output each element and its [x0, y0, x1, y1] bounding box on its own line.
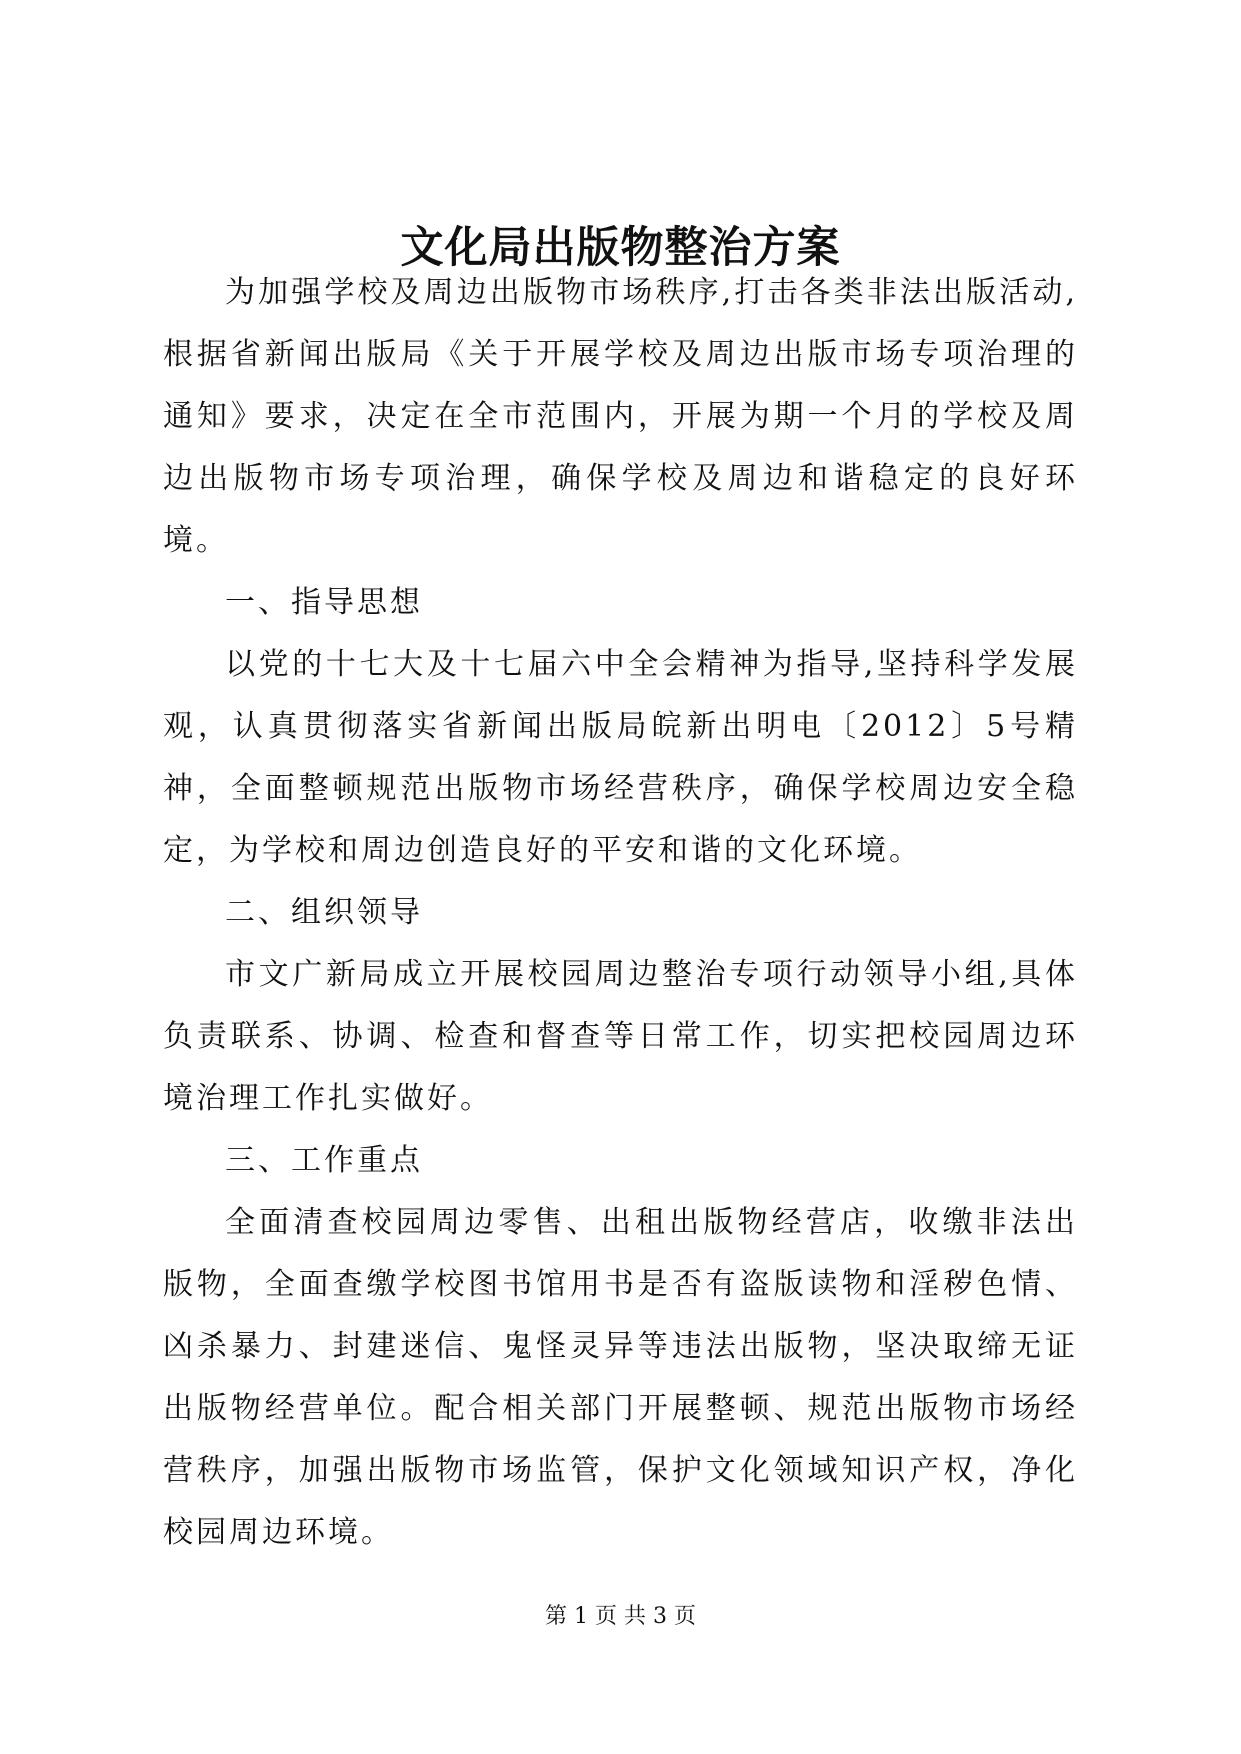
- section-heading-work-focus: 三、工作重点: [225, 1143, 423, 1178]
- page-footer: 第 1 页 共 3 页: [545, 1604, 696, 1629]
- document-body: [163, 262, 1078, 1564]
- document-title: 文化局出版物整治方案: [400, 223, 841, 273]
- paragraph-intro: 为加强学校及周边出版物市场秩序,打击各类非法出版活动,根据省新闻出版局《关于开展学校及周边出版市场专项治理的通知》要求，决定在全市范围内，开展为期一个月的学校及周边出版物市场专项治理，确保学校及周边和谐稳定的良好环境。: [163, 275, 1078, 558]
- paragraph-guiding-ideology: 以党的十七大及十七届六中全会精神为指导,坚持科学发展观，认真贯彻落实省新闻出版局皖新出明电〔2012〕5号精神，全面整顿规范出版物市场经营秩序，确保学校周边安全稳定，为学校和周边创造良好的平安和谐的文化环境。: [163, 647, 1078, 868]
- paragraph-work-focus: 全面清查校园周边零售、出租出版物经营店，收缴非法出版物，全面查缴学校图书馆用书是否有盗版读物和淫秽色情、凶杀暴力、封建迷信、鬼怪灵异等违法出版物，坚决取缔无证出版物经营单位。配合相关部门开展整顿、规范出版物市场经营秩序，加强出版物市场监管，保护文化领域知识产权，净化校园周边环境。: [163, 1205, 1078, 1550]
- section-heading-guiding-ideology: 一、指导思想: [225, 585, 423, 620]
- section-heading-leadership: 二、组织领导: [225, 895, 423, 930]
- paragraph-leadership: 市文广新局成立开展校园周边整治专项行动领导小组,具体负责联系、协调、检查和督查等日常工作，切实把校园周边环境治理工作扎实做好。: [163, 957, 1078, 1116]
